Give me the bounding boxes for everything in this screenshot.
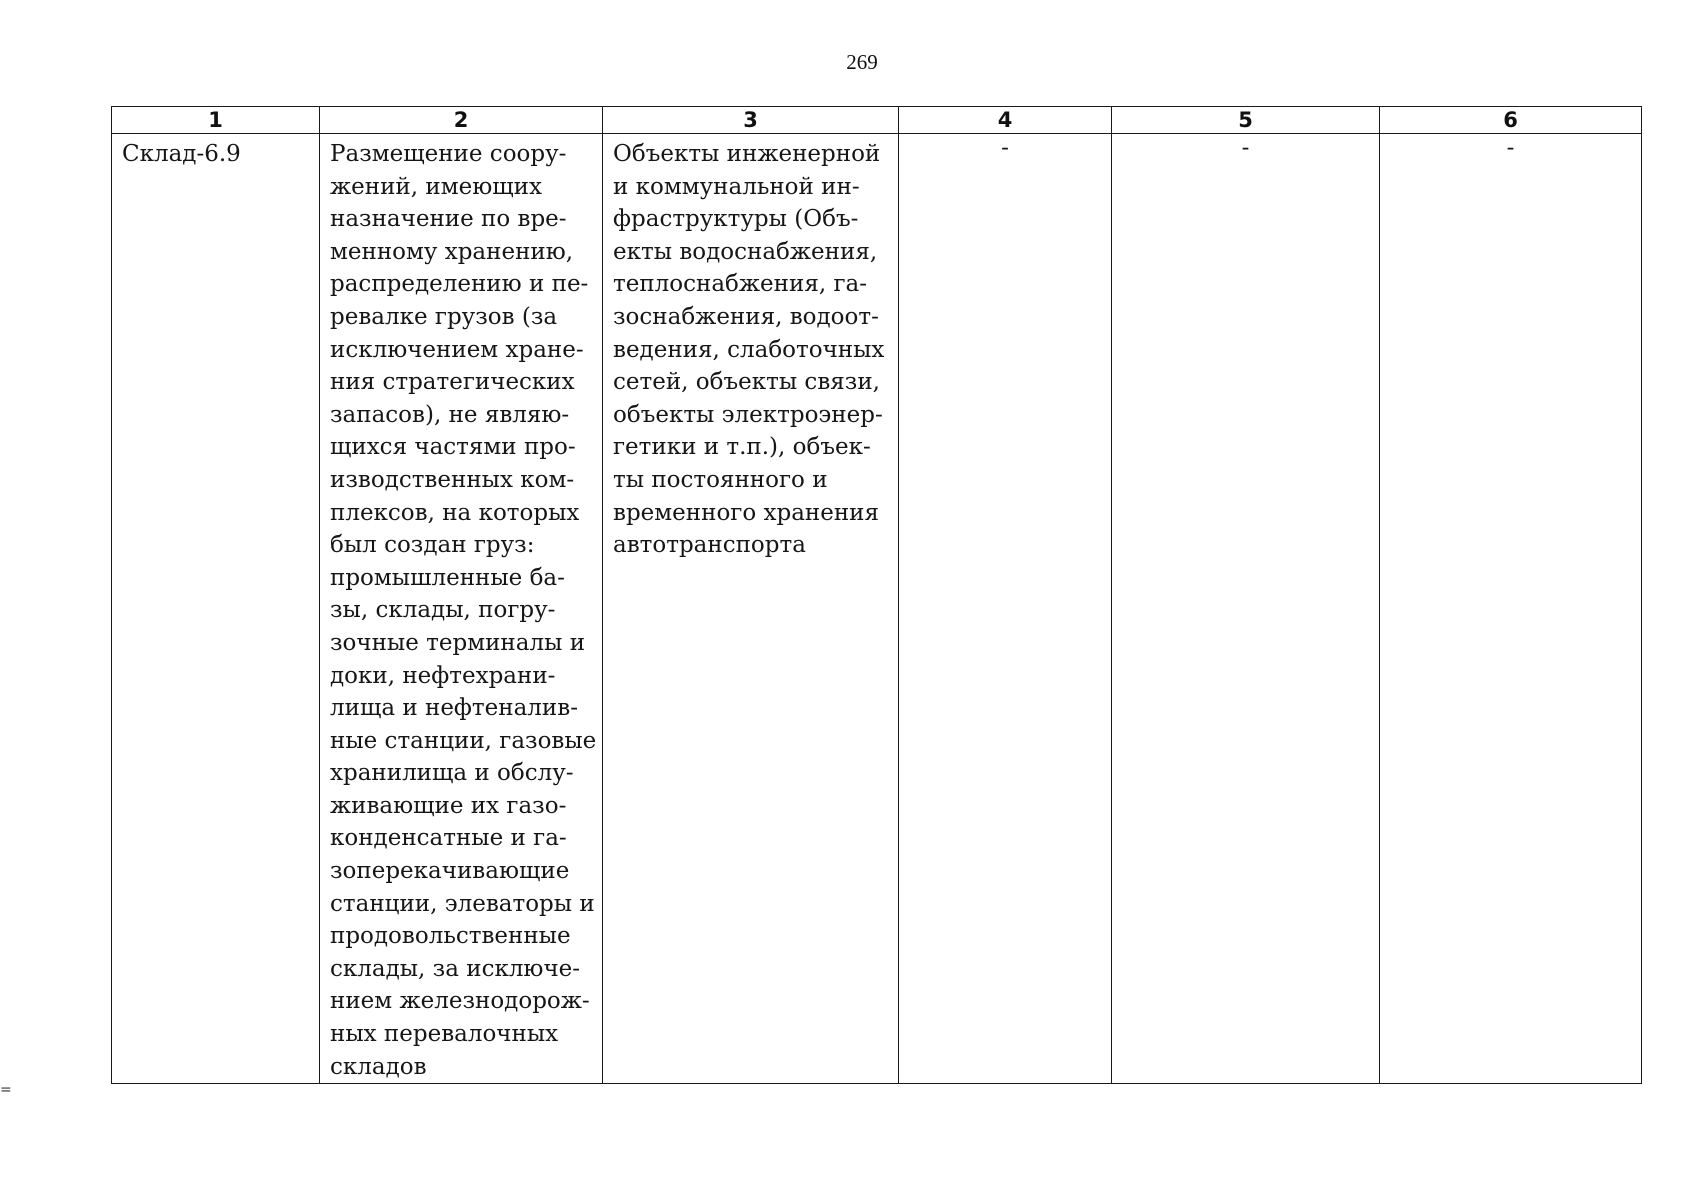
zoning-table [111, 106, 1642, 1084]
column-header-5: 5 [1112, 107, 1380, 134]
cell-col6-dash: - [1380, 134, 1642, 1084]
page-number: 269 [846, 50, 878, 74]
cell-col5-dash: - [1112, 134, 1380, 1084]
cell-use-description: Размещение соору- жений, имеющих назначение по вре- менному хранению, распределению и пе- ревалке грузов (за исключением хране- ния стратегических запасов), не являю- щихся частями про- изводственных ком- плексов, на которых был создан груз: промышленные ба- зы, склады, погру- зочные терминалы и доки, нефтехрани- лища и нефтеналив- ные станции, газовые хранилища и обслу- живающие их газо- конденсатные и га- зоперекачивающие станции, элеваторы и продовольственные склады, за исключе- нием железнодорож- ных перевалочных складов [320, 134, 603, 1084]
margin-mark: = [0, 1082, 12, 1098]
column-header-2: 2 [320, 107, 603, 134]
cell-col4-dash: - [899, 134, 1112, 1084]
column-header-4: 4 [899, 107, 1112, 134]
column-header-1: 1 [112, 107, 320, 134]
header-row [112, 107, 1642, 134]
column-header-3: 3 [603, 107, 899, 134]
cell-auxiliary-uses: Объекты инженерной и коммунальной ин- фраструктуры (Объ- екты водоснабжения, теплоснабжения, га- зоснабжения, водоот- ведения, слаботочных сетей, объекты связи, объекты электроэнер- гетики и т.п.), объек- ты постоянного и временного хранения автотранспорта [603, 134, 899, 1084]
table-row [112, 134, 1642, 1084]
cell-use-code: Склад-6.9 [112, 134, 320, 1084]
column-header-6: 6 [1380, 107, 1642, 134]
